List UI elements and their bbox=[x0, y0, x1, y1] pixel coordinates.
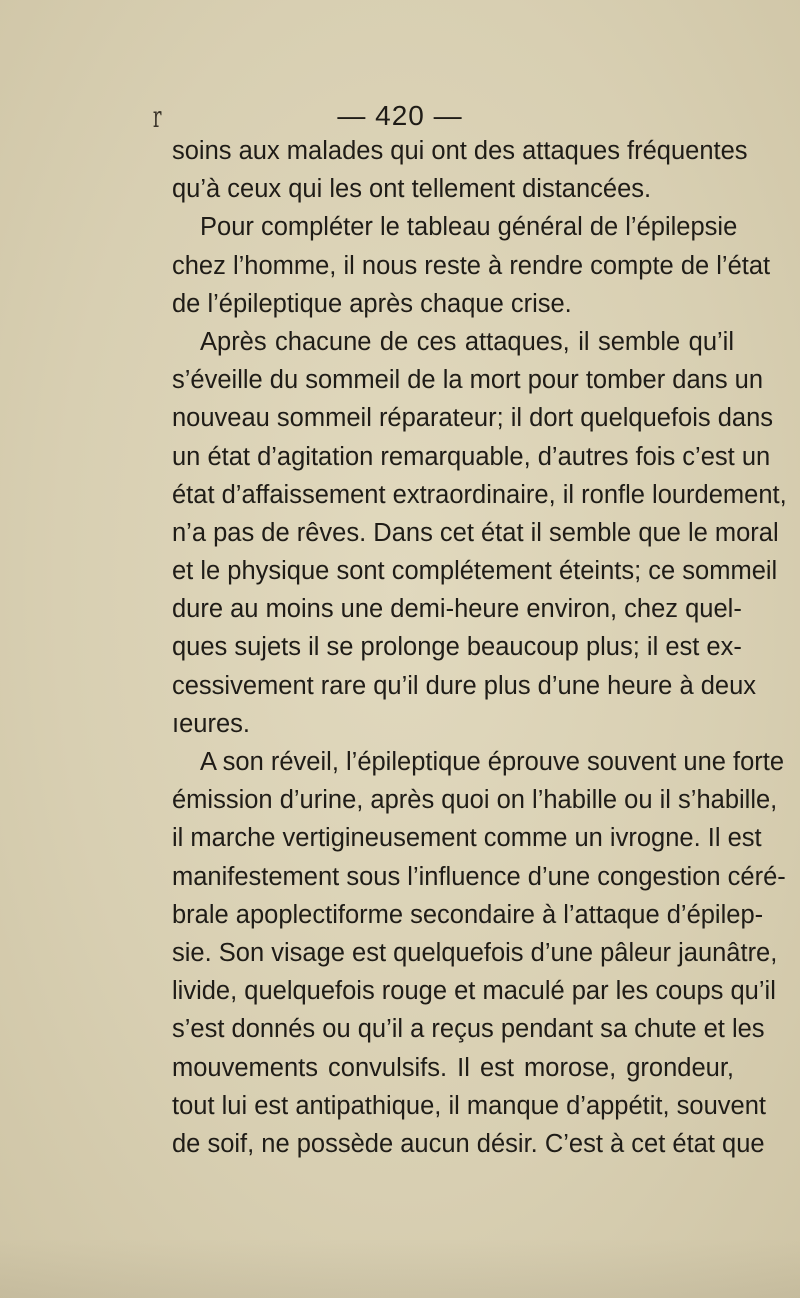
margin-mark: r bbox=[152, 100, 162, 135]
text-line: ques sujets il se prolonge beaucoup plus; il est ex- bbox=[172, 633, 742, 662]
text-line: cessivement rare qu’il dure plus d’une heure à deux bbox=[172, 671, 757, 700]
text-line: de l’épileptique après chaque crise. bbox=[172, 289, 572, 318]
text-line: nouveau sommeil réparateur; il dort quelquefois dans bbox=[172, 404, 774, 433]
text-line: Pour compléter le tableau général de l’épilepsie bbox=[200, 213, 738, 242]
text-line: un état d’agitation remarquable, d’autres fois c’est un bbox=[172, 442, 771, 471]
text-line: soins aux malades qui ont des attaques fréquentes bbox=[172, 137, 748, 165]
text-line: brale apoplectiforme secondaire à l’attaque d’épilep- bbox=[172, 900, 764, 929]
text-line: s’est donnés ou qu’il a reçus pendant sa chute et les bbox=[172, 1015, 765, 1044]
text-line: chez l’homme, il nous reste à rendre compte de l’état bbox=[172, 251, 771, 280]
text-line: ıeures. bbox=[172, 709, 250, 738]
text-line: livide, quelquefois rouge et maculé par les coups qu’il bbox=[172, 977, 776, 1006]
text-line: n’a pas de rêves. Dans cet état il semble que le moral bbox=[172, 518, 779, 547]
text-line: sie. Son visage est quelquefois d’une pâleur jaunâtre, bbox=[172, 938, 778, 967]
text-line: Après chacune de ces attaques, il semble qu’il bbox=[200, 327, 734, 356]
text-line: mouvements convulsifs. Il est morose, grondeur, bbox=[172, 1053, 734, 1082]
text-line: émission d’urine, après quoi on l’habille ou il s’habille, bbox=[172, 786, 778, 815]
page-number: — 420 — bbox=[337, 100, 463, 131]
text-line: état d’affaissement extraordinaire, il ronfle lourdement, bbox=[172, 480, 787, 509]
body-text bbox=[172, 132, 787, 1163]
text-line: qu’à ceux qui les ont tellement distancées. bbox=[172, 175, 652, 204]
text-line: de soif, ne possède aucun désir. C’est à cet état que bbox=[172, 1129, 765, 1158]
page-edge-shading bbox=[0, 1238, 800, 1298]
text-line: s’éveille du sommeil de la mort pour tomber dans un bbox=[172, 366, 764, 395]
text-line: et le physique sont complétement éteints; ce sommeil bbox=[172, 557, 778, 586]
text-line: A son réveil, l’épileptique éprouve souvent une forte bbox=[200, 748, 785, 776]
text-line: il marche vertigineusement comme un ivrogne. Il est bbox=[172, 824, 762, 853]
text-line: dure au moins une demi-heure environ, chez quel- bbox=[172, 595, 742, 624]
text-line: tout lui est antipathique, il manque d’appétit, souvent bbox=[172, 1091, 766, 1120]
text-line: manifestement sous l’influence d’une congestion céré- bbox=[172, 862, 786, 891]
